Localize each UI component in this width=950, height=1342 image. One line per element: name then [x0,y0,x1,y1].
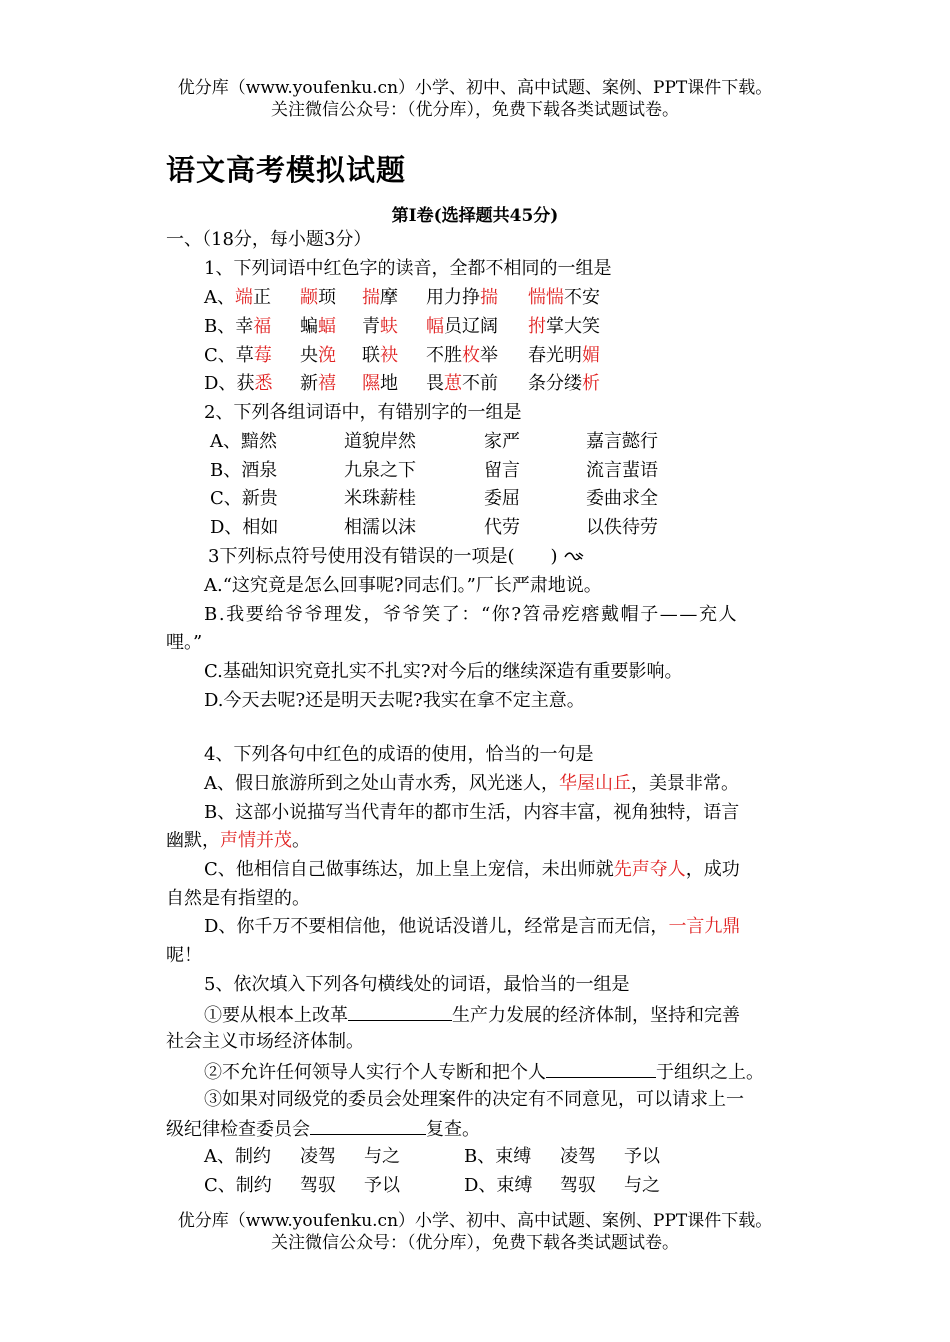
word-item: B、酒泉 [210,460,278,481]
word-item: 米珠薪桂 [344,488,416,509]
word-item: A、端正 [204,287,271,308]
word-item: B、束缚 [464,1146,532,1167]
word-item: 条分缕析 [528,373,600,394]
word-item: 道貌岸然 [344,431,416,452]
fill-blank [348,1002,452,1021]
word-item: 用力挣揣 [426,287,498,308]
word-item: 揣摩 [362,287,398,308]
q5-sentence-3-cont: 级纪律检查委员会 复查。 [166,1116,480,1142]
word-item: 青蚨 [362,316,398,337]
word-item: 新禧 [300,373,336,394]
word-item: B、幸福 [204,316,272,337]
footer-line-2: 关注微信公众号：（优分库），免费下载各类试题试卷。 [271,1233,679,1253]
q3-option-b: B.我要给爷爷理发，爷爷笑了：“你?笤帚疙瘩戴帽子——充人 [204,604,739,625]
word-item: 驾驭 [560,1175,596,1196]
word-item: 驾驭 [300,1175,336,1196]
word-item: 颛顼 [300,287,336,308]
q4-option-c: C、他相信自己做事练达，加上皇上宠信，未出师就先声夺人，成功 [204,859,740,880]
q3-option-a: A.“这究竟是怎么回事呢?同志们。”厂长严肃地说。 [204,575,602,596]
word-item: D、相如 [210,517,279,538]
word-item: 畏葸不前 [426,373,498,394]
word-item: 嘉言懿行 [586,431,658,452]
q4-option-a: A、假日旅游所到之处山青水秀，风光迷人，华屋山丘，美景非常。 [204,773,739,794]
word-item: A、黯然 [210,431,277,452]
word-item: A、制约 [204,1146,271,1167]
word-item: C、制约 [204,1175,272,1196]
word-item: 家严 [484,431,520,452]
q5-sentence-3: ③如果对同级党的委员会处理案件的决定有不同意见，可以请求上一 [204,1089,744,1110]
section-heading: 第Ⅰ卷(选择题共45分) [391,206,559,226]
part-heading: 一、（18分，每小题3分） [166,229,372,250]
q4-option-d-cont: 呢！ [166,945,202,966]
word-item: 春光明媚 [528,345,600,366]
word-item: 拊掌大笑 [528,316,600,337]
word-item: 与之 [624,1175,660,1196]
word-item: 代劳 [484,517,520,538]
word-item: 隰地 [362,373,398,394]
option-label: D、 [204,373,237,394]
q3-option-d: D.今天去呢?还是明天去呢?我实在拿不定主意。 [204,690,585,711]
q4-stem: 4、下列各句中红色的成语的使用，恰当的一句是 [204,744,594,765]
word-item: 联袂 [362,345,398,366]
option-label: B、 [204,316,236,337]
word-item: 凌驾 [560,1146,596,1167]
q4-option-b-cont: 幽默，声情并茂。 [166,830,310,851]
idiom-highlight: 先声夺人 [613,859,686,880]
q2-stem: 2、下列各组词语中，有错别字的一组是 [204,402,522,423]
q4-option-c-cont: 自然是有指望的。 [166,888,310,909]
word-item: C、新贵 [210,488,278,509]
q5-sentence-2: ②不允许任何领导人实行个人专断和把个人 于组织之上。 [204,1059,764,1085]
q5-sentence-1: ①要从根本上改革 生产力发展的经济体制，坚持和完善 [204,1002,740,1028]
word-item: C、草莓 [204,345,272,366]
word-item: 委屈 [484,488,520,509]
word-item: 流言蜚语 [586,460,658,481]
word-item: 委曲求全 [586,488,658,509]
word-item: 惴惴不安 [528,287,600,308]
word-item: D、获悉 [204,373,273,394]
fill-blank [310,1116,426,1135]
word-item: 以佚待劳 [586,517,658,538]
q3-stem-text: 3下列标点符号使用没有错误的一项是( ) [208,546,558,567]
footer-line-1: 优分库（www.youfenku.cn）小学、初中、高中试题、案例、PPT课件下载。 [177,1211,773,1231]
word-item: 幅员辽阔 [426,316,498,337]
page-title: 语文高考模拟试题 [166,153,407,187]
scribble-icon [564,551,584,563]
option-label: A、 [204,287,235,308]
word-item: 九泉之下 [344,460,416,481]
header-line-2: 关注微信公众号：（优分库），免费下载各类试题试卷。 [271,100,679,120]
q4-option-b: B、这部小说描写当代青年的都市生活，内容丰富，视角独特，语言 [204,802,740,823]
fill-blank [546,1059,656,1078]
idiom-highlight: 一言九鼎 [668,916,741,937]
q3-option-c: C.基础知识究竟扎实不扎实?对今后的继续深造有重要影响。 [204,661,683,682]
word-item: 不胜枚举 [426,345,498,366]
word-item: D、束缚 [464,1175,533,1196]
word-item: 予以 [624,1146,660,1167]
q3-option-b-cont: 哩。” [166,632,203,653]
word-item: 相濡以沫 [344,517,416,538]
q1-stem: 1、下列词语中红色字的读音，全都不相同的一组是 [204,258,612,279]
word-item: 予以 [364,1175,400,1196]
idiom-highlight: 声情并茂 [220,830,292,851]
q4-option-d: D、你千万不要相信他，他说话没谱儿，经常是言而无信，一言九鼎 [204,916,741,937]
q3-stem [208,545,584,569]
idiom-highlight: 华屋山丘 [559,773,631,794]
header-line-1: 优分库（www.youfenku.cn）小学、初中、高中试题、案例、PPT课件下载。 [177,78,773,98]
word-item: 蝙蝠 [300,316,336,337]
q5-stem: 5、依次填入下列各句横线处的词语，最恰当的一组是 [204,974,630,995]
q5-sentence-1-cont: 社会主义市场经济体制。 [166,1031,364,1052]
word-item: 与之 [364,1146,400,1167]
word-item: 央浼 [300,345,336,366]
option-label: C、 [204,345,236,366]
word-item: 凌驾 [300,1146,336,1167]
word-item: 留言 [484,460,520,481]
